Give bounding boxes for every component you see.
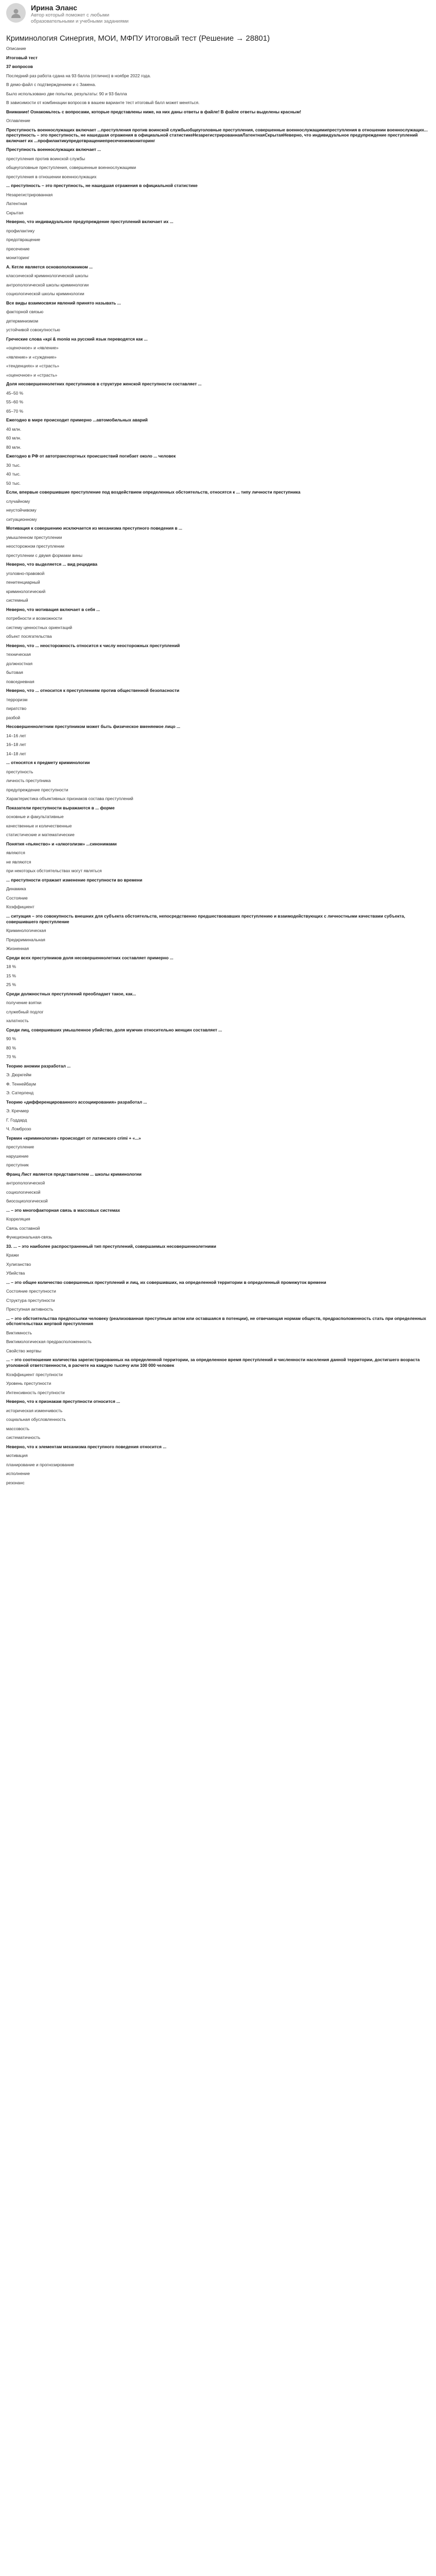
question-text: Среди всех преступников доля несовершеннолетних составляет примерно ... bbox=[6, 955, 173, 960]
answer-option: факторной связью bbox=[6, 309, 44, 315]
author-info bbox=[31, 3, 149, 25]
answer-option: социологической школы криминологии bbox=[6, 291, 84, 297]
question-text: Термин «криминология» происходит от латинского crimi + «...» bbox=[6, 1135, 141, 1141]
answer-option: Э. Кречмер bbox=[6, 1108, 29, 1114]
answer-option: Структура преступности bbox=[6, 1297, 55, 1303]
question-text: Если, впервые совершившие преступление под воздействием определенных обстоятельств, относятся к ... типу личности преступника bbox=[6, 489, 301, 495]
answer-option: преступление bbox=[6, 1144, 34, 1150]
question-text: ... – это соотношение количества зарегистрированных на определенной территории, за определенное время преступлений и численности населения данной территории, достигшего возраста уголовной ответственности, в расчете на каждую тысячу или 100 000 человек bbox=[6, 1357, 420, 1368]
answer-option: преступность bbox=[6, 769, 33, 774]
user-icon bbox=[10, 7, 22, 19]
avatar[interactable] bbox=[6, 3, 26, 23]
answer-option: массовость bbox=[6, 1426, 29, 1431]
answer-option: разбой bbox=[6, 715, 21, 720]
question-text: Среди должностных преступлений преобладает такое, как... bbox=[6, 991, 136, 996]
answer-option: пенитенциарный bbox=[6, 580, 40, 585]
answer-option: Предкриминальная bbox=[6, 937, 45, 942]
answer-option: 65–70 % bbox=[6, 408, 24, 414]
question-text: Теорию аномии разработал ... bbox=[6, 1063, 71, 1069]
question-text: 33. ... – это наиболее распространенный тип преступлений, совершаемых несовершеннолетними bbox=[6, 1243, 216, 1249]
question-text: Итоговый тест bbox=[6, 55, 38, 60]
answer-option: 25 % bbox=[6, 982, 16, 988]
answer-option: Динамика bbox=[6, 886, 26, 892]
answer-option: «оценочное» и «страсть» bbox=[6, 372, 58, 378]
answer-option: Виктимность bbox=[6, 1330, 32, 1335]
answer-option: 90 % bbox=[6, 1036, 16, 1042]
answer-option: 40 млн. bbox=[6, 426, 22, 432]
answer-option: 14–16 лет bbox=[6, 733, 26, 738]
answer-option: умышленном преступлении bbox=[6, 534, 62, 540]
document-blocks bbox=[6, 46, 430, 1485]
answer-option: 16–18 лет bbox=[6, 742, 26, 748]
answer-option: 40 тыс. bbox=[6, 471, 21, 477]
question-text: ... преступность – это преступность, не нашедшая отражения в официальной статистике bbox=[6, 183, 198, 189]
answer-option: 80 млн. bbox=[6, 444, 22, 450]
answer-option: Функциональная-связь bbox=[6, 1234, 53, 1240]
question-text: Преступность военнослужащих включает ...преступления против воинской службыобщеуголовные преступления, совершенные военнослужащимипреступления в отношении военнослужащих... преступность – это преступность, не нашедшая отражения в официальной статистикеНезарегистрированнаяЛатентнаяСкрытаяНеверно, что индивидуальное предупреждение преступлений включает их ...профилактикупредотвращениепресечениемониторинг bbox=[6, 127, 428, 143]
question-text: Неверно, что индивидуальное предупреждение преступлений включает их ... bbox=[6, 219, 173, 225]
answer-option: Оглавление bbox=[6, 118, 30, 123]
answer-option: терроризм bbox=[6, 697, 28, 702]
answer-option: мотивация bbox=[6, 1453, 28, 1459]
answer-option: Криминологическая bbox=[6, 928, 46, 934]
answer-option: нарушение bbox=[6, 1153, 29, 1159]
answer-option: резонанс bbox=[6, 1480, 25, 1485]
answer-option: Скрытая bbox=[6, 210, 24, 215]
answer-option: 60 млн. bbox=[6, 435, 22, 441]
answer-option: личность преступника bbox=[6, 778, 51, 784]
answer-option: Жизненная bbox=[6, 946, 29, 952]
answer-option: 14–18 лет bbox=[6, 751, 26, 756]
answer-option: биосоциологической bbox=[6, 1198, 48, 1204]
answer-option: Было использовано две попытки, результаты: 90 и 93 балла bbox=[6, 91, 127, 96]
answer-option: преступник bbox=[6, 1162, 29, 1168]
question-text: А. Кетле является основоположником ... bbox=[6, 264, 93, 269]
answer-option: получение взятки bbox=[6, 1000, 42, 1006]
answer-option: Свойство жертвы bbox=[6, 1348, 42, 1353]
answer-option: пиратство bbox=[6, 706, 27, 711]
question-text: Греческие слова «κρί & mοnία на русский язык переводятся как ... bbox=[6, 336, 148, 342]
answer-option: повседневная bbox=[6, 679, 34, 684]
answer-option: Ч. Ломброзо bbox=[6, 1126, 31, 1132]
question-text: Неверно, что выделяется ... вид рецидива bbox=[6, 562, 98, 567]
answer-option: Коэффициент преступности bbox=[6, 1371, 63, 1377]
answer-option: уголовно-правовой bbox=[6, 570, 45, 576]
answer-option: Коэффициент bbox=[6, 904, 34, 910]
answer-option: историческая изменчивость bbox=[6, 1408, 63, 1413]
answer-option: 45–50 % bbox=[6, 390, 24, 396]
answer-option: 55–60 % bbox=[6, 399, 24, 405]
answer-option: 50 тыс. bbox=[6, 480, 21, 486]
answer-option: системный bbox=[6, 598, 28, 603]
answer-option: потребности и возможности bbox=[6, 616, 62, 621]
answer-option: «тенденциях» и «страсть» bbox=[6, 363, 60, 369]
question-text: Франц Лист является представителем ... школы криминологии bbox=[6, 1171, 142, 1177]
answer-option: криминологический bbox=[6, 588, 46, 594]
answer-option: Г. Годдард bbox=[6, 1117, 27, 1123]
answer-option: мониторинг bbox=[6, 255, 30, 261]
answer-option: Уровень преступности bbox=[6, 1381, 51, 1386]
answer-option: бытовая bbox=[6, 670, 23, 675]
answer-option: общеуголовные преступления, совершенные военнослужащими bbox=[6, 165, 136, 171]
question-text: Ежегодно в мире происходит примерно ...автомобильных аварий bbox=[6, 417, 148, 423]
answer-option: 18 % bbox=[6, 964, 16, 970]
answer-option: Корреляция bbox=[6, 1216, 30, 1222]
question-text: Неверно, что к признакам преступности относится ... bbox=[6, 1399, 120, 1404]
answer-option: халатность bbox=[6, 1018, 29, 1024]
answer-option: систематичность bbox=[6, 1435, 41, 1440]
answer-option: преступления в отношении военнослужащих bbox=[6, 174, 97, 179]
question-text: ... ситуация – это совокупность внешних для субъекта обстоятельств, непосредственно предшествовавших преступлению и взаимодействующих с личностными качествами субъекта, совершившего преступление bbox=[6, 913, 405, 924]
answer-option: статистические и математические bbox=[6, 832, 75, 838]
answer-option: неосторожном преступлении bbox=[6, 544, 64, 549]
answer-option: 80 % bbox=[6, 1045, 16, 1050]
author-header bbox=[0, 0, 436, 34]
answer-option: пресечение bbox=[6, 246, 30, 251]
answer-option: Э. Сатерленд bbox=[6, 1090, 34, 1096]
answer-option: ситуационному bbox=[6, 516, 37, 522]
answer-option: Интенсивность преступности bbox=[6, 1389, 65, 1395]
answer-option: случайному bbox=[6, 498, 30, 504]
answer-option: 70 % bbox=[6, 1054, 16, 1060]
question-text: Преступность военнослужащих включает ... bbox=[6, 147, 101, 152]
question-text: Мотивация к совершению исключается из механизма преступного поведения в ... bbox=[6, 526, 182, 531]
answer-option: предупреждение преступности bbox=[6, 787, 68, 792]
answer-option: являются bbox=[6, 850, 25, 856]
author-name[interactable]: Ирина Эланс bbox=[31, 4, 77, 12]
answer-option: 15 % bbox=[6, 973, 16, 978]
question-text: Неверно, что к элементам механизма преступного поведения относится ... bbox=[6, 1444, 167, 1449]
answer-option: при некоторых обстоятельствах могут являться bbox=[6, 868, 102, 874]
question-text: Все виды взаимосвязи явлений принято называть ... bbox=[6, 300, 121, 306]
answer-option: «явление» и «суждение» bbox=[6, 354, 57, 360]
answer-option: Кражи bbox=[6, 1252, 19, 1258]
question-text: Неверно, что ... относится к преступлениям против общественной безопасности bbox=[6, 688, 180, 693]
question-text: ... относятся к предмету криминологии bbox=[6, 760, 90, 766]
answer-option: не являются bbox=[6, 859, 31, 865]
answer-option: антропологической bbox=[6, 1180, 45, 1186]
answer-option: устойчивой совокупностью bbox=[6, 327, 60, 333]
answer-option: Последний раз работа сдана на 93 балла (отлично) в ноябре 2022 года. bbox=[6, 73, 151, 78]
question-text: Неверно, что мотивация включает в себя ... bbox=[6, 606, 100, 612]
answer-option: Незарегистрированная bbox=[6, 192, 53, 197]
answer-option: Состояние bbox=[6, 895, 28, 901]
answer-option: Ф. Теннейбаум bbox=[6, 1081, 36, 1087]
answer-option: основные и факультативные bbox=[6, 814, 64, 820]
question-text: Среди лиц, совершивших умышленное убийство, доля мужчин относительно женщин составляет ... bbox=[6, 1027, 222, 1032]
answer-option: Характеристика объективных признаков состава преступлений bbox=[6, 796, 133, 802]
question-text: Ежегодно в РФ от автотранспортных происшествий погибает около ... человек bbox=[6, 453, 176, 459]
question-text: ... – это обстоятельства предпосылки человеку (реализованная преступным актом или оставшаяся в потенции), не отвечающая нормам обществ, предрасположенность стать при определенных обстоятельствах жертвой преступления bbox=[6, 1315, 426, 1327]
question-text: ... – это многофакторная связь в массовых системах bbox=[6, 1207, 120, 1213]
answer-option: профилактику bbox=[6, 228, 35, 233]
answer-option: неустойчивому bbox=[6, 507, 37, 513]
question-text: Неверно, что ... неосторожность относится к числу неосторожных преступлений bbox=[6, 642, 180, 648]
question-text: Теорию «дифференцированного ассоциирования» разработал ... bbox=[6, 1099, 147, 1105]
question-text: ... преступности отражает изменение преступности во времени bbox=[6, 877, 143, 883]
question-text: 37 вопросов bbox=[6, 64, 33, 69]
answer-option: преступления против воинской службы bbox=[6, 156, 85, 161]
answer-option: техническая bbox=[6, 652, 31, 657]
answer-option: Состояние преступности bbox=[6, 1289, 56, 1294]
answer-option: В зависимости от комбинации вопросов в вашем варианте тест итоговый балл может меняться. bbox=[6, 100, 200, 105]
answer-option: социальная обусловленность bbox=[6, 1417, 66, 1422]
answer-option: качественные и количественные bbox=[6, 823, 72, 828]
answer-option: социологической bbox=[6, 1189, 41, 1195]
document-content bbox=[0, 34, 436, 1485]
question-text: Доля несовершеннолетних преступников в структуре женской преступности составляет ... bbox=[6, 381, 202, 387]
answer-option: преступлении с двумя формами вины bbox=[6, 552, 83, 558]
answer-option: планирование и прогнозирование bbox=[6, 1462, 74, 1467]
answer-option: объект посягательства bbox=[6, 634, 52, 639]
answer-option: детерминизмом bbox=[6, 318, 39, 324]
author-description: Автор который поможет с любыми образовательными и учебными заданиями bbox=[31, 12, 129, 24]
answer-option: Описание bbox=[6, 46, 26, 51]
question-text: Несовершеннолетним преступником может быть физическое вменяемое лицо ... bbox=[6, 724, 181, 730]
answer-option: «оценочное» и «явление» bbox=[6, 345, 59, 351]
answer-option: служебный подлог bbox=[6, 1009, 44, 1014]
answer-option: Виктимологическая предрасположенность bbox=[6, 1339, 92, 1345]
answer-option: предотвращение bbox=[6, 237, 41, 243]
document-title: Криминология Синергия, МОИ, МФПУ Итоговый тест (Решение → 28801) bbox=[6, 34, 270, 43]
answer-option: исполнение bbox=[6, 1471, 30, 1477]
question-text: ... – это общее количество совершенных преступлений и лиц, их совершивших, на определенной территории в определенный промежуток времени bbox=[6, 1279, 326, 1285]
answer-option: Убийства bbox=[6, 1270, 25, 1276]
answer-option: Преступная активность bbox=[6, 1307, 54, 1312]
answer-option: Э. Дюркгейм bbox=[6, 1072, 31, 1078]
question-text: Внимание! Ознакомьтесь с вопросами, которые представлены ниже, на них даны ответы в файле! В файле ответы выделены красным! bbox=[6, 109, 302, 114]
answer-option: должностная bbox=[6, 660, 32, 666]
answer-option: 30 тыс. bbox=[6, 462, 21, 468]
answer-option: Латентная bbox=[6, 201, 27, 207]
answer-option: антропологической школы криминологии bbox=[6, 282, 89, 287]
question-text: Понятия «пьянство» и «алкоголизм» ...синонимами bbox=[6, 841, 117, 846]
answer-option: Хулиганство bbox=[6, 1261, 31, 1267]
answer-option: Связь составной bbox=[6, 1225, 40, 1231]
answer-option: классической криминологической школы bbox=[6, 273, 89, 279]
answer-option: В демо-файл с подтверждением и с Замена. bbox=[6, 82, 96, 87]
question-text: Показатели преступности выражаются в ... форме bbox=[6, 805, 115, 810]
answer-option: систему ценностных ориентаций bbox=[6, 624, 73, 630]
